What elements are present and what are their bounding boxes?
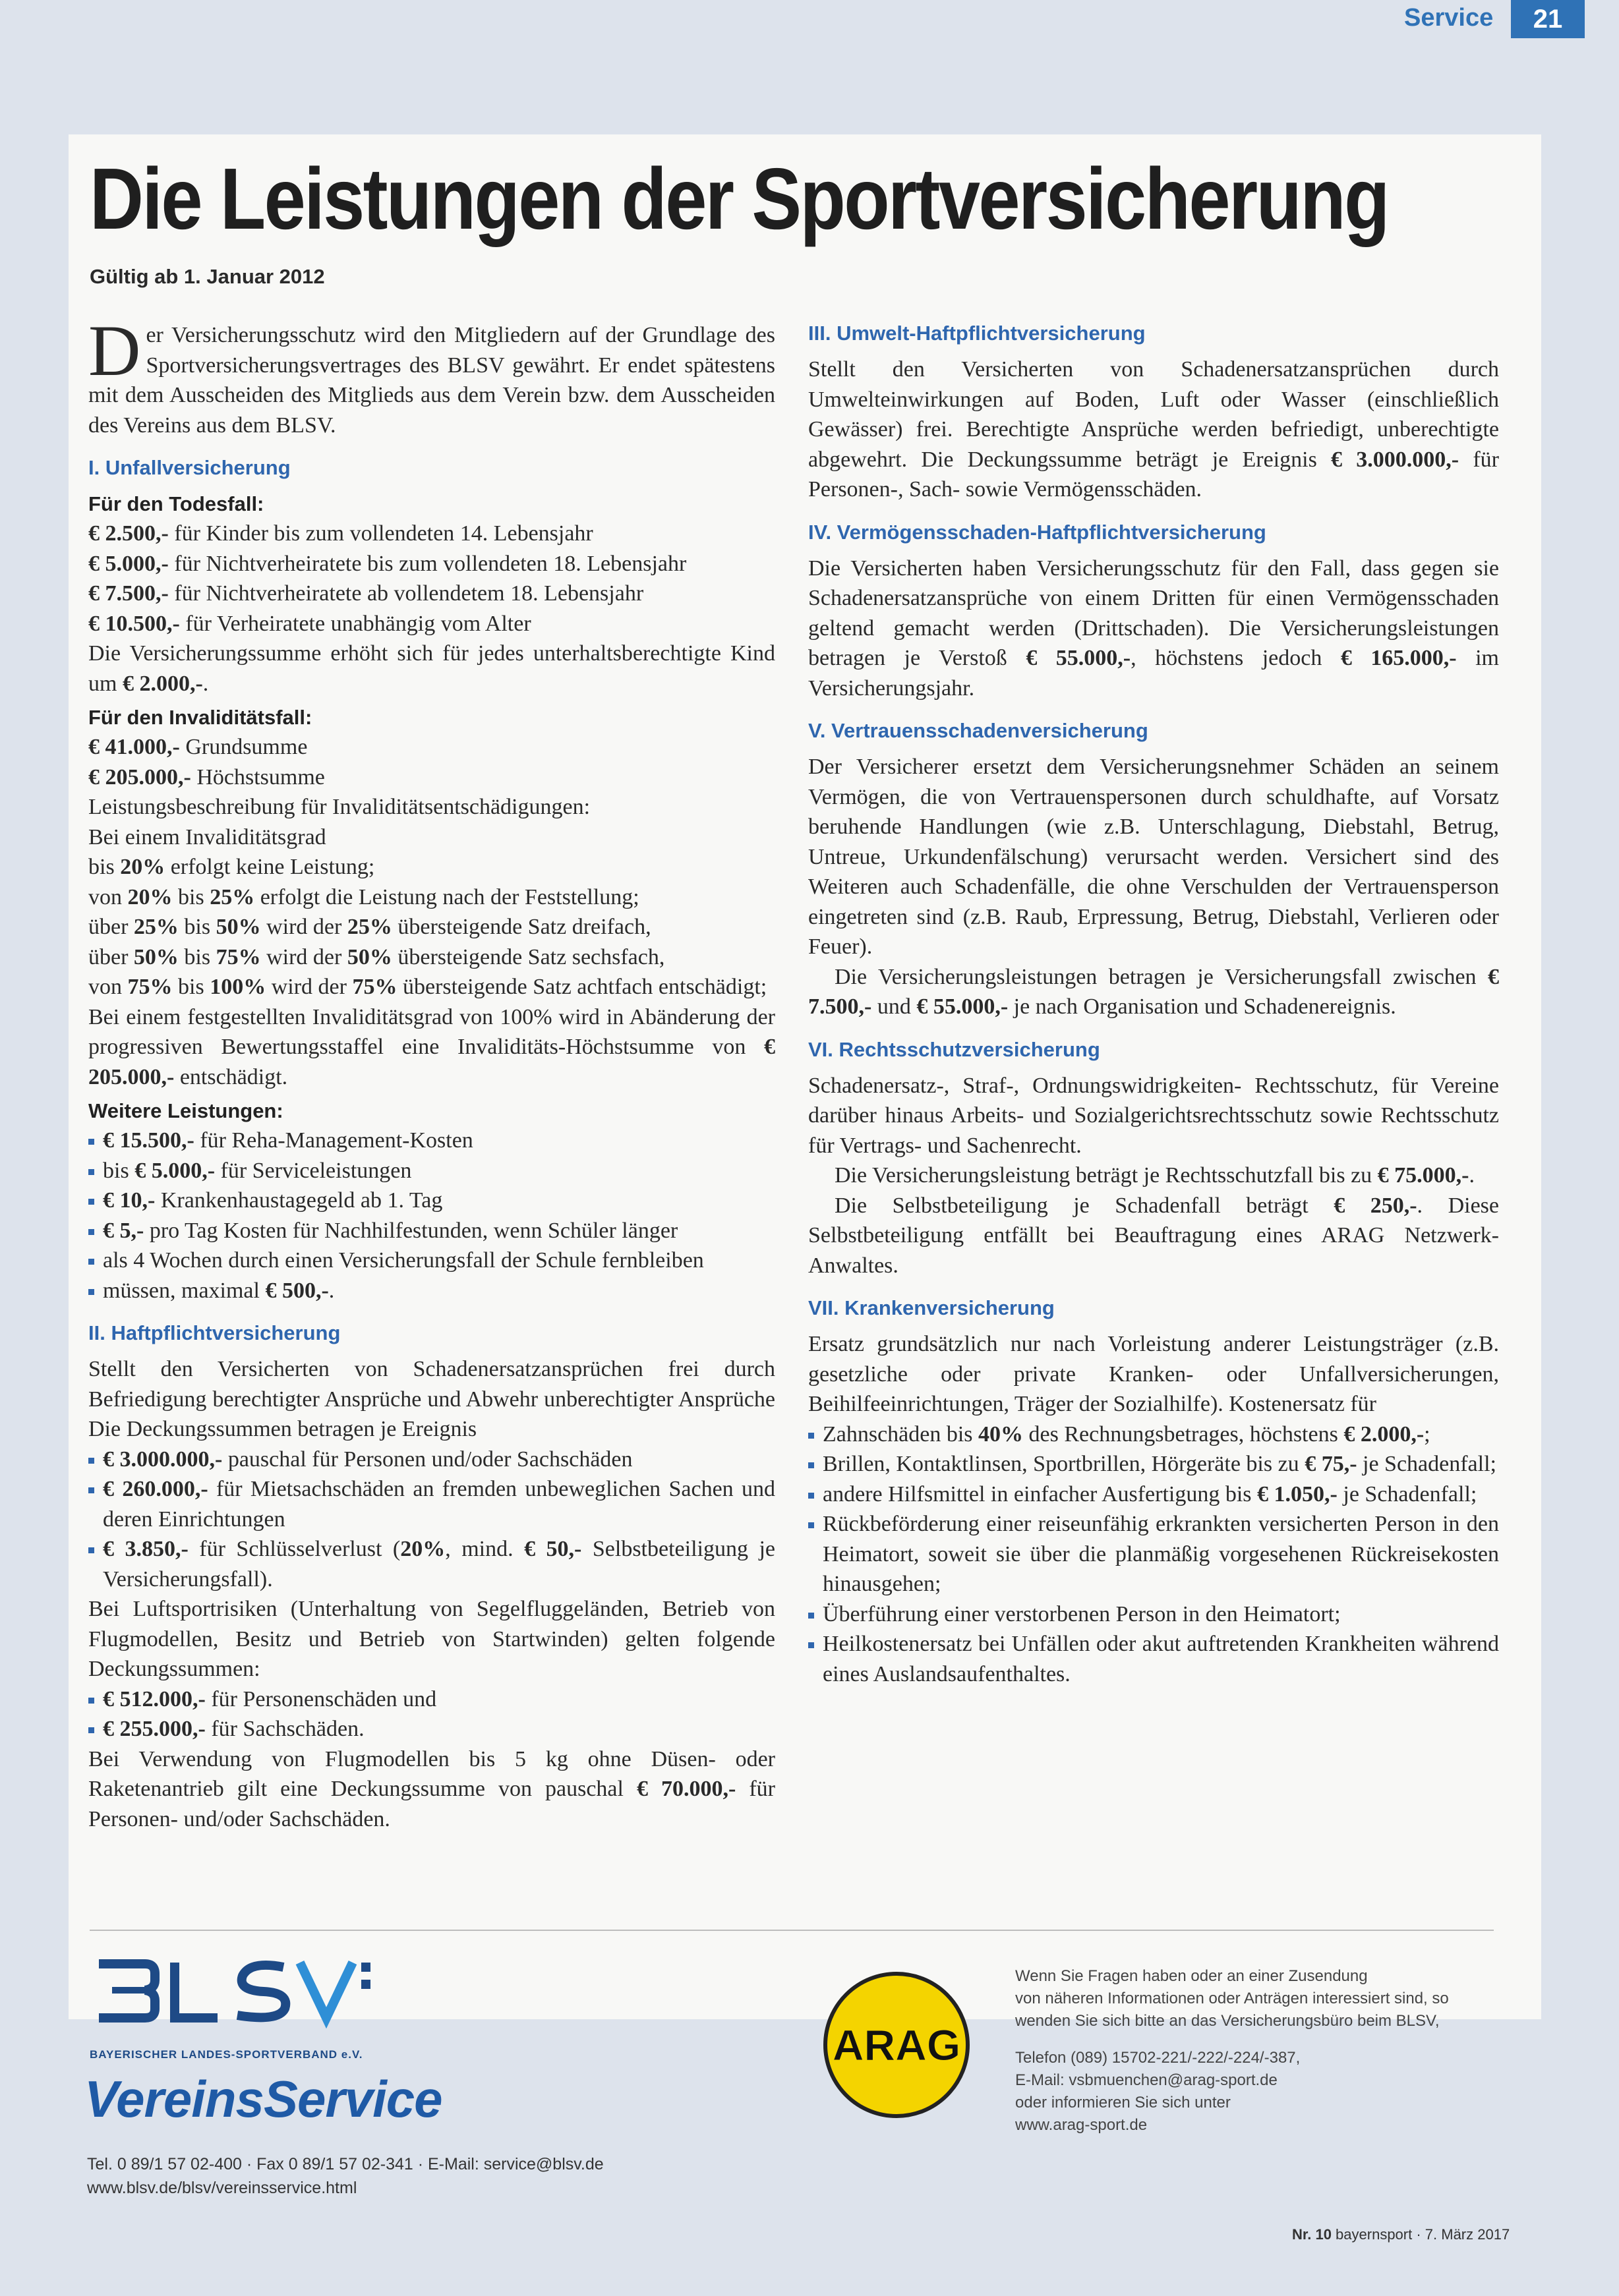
inv-final: Bei einem festgestellten Invaliditätsgrad von 100% wird in Abänderung der progressiven Bewertungsstaffel eine Invaliditäts-Höchstsumme von € 205.000,- entschädigt. <box>88 1004 775 1089</box>
blsv-contact <box>87 2152 604 2200</box>
arag-info-line: von näheren Informationen oder Anträgen interessiert sind, so <box>1015 1990 1449 2007</box>
rechtsschutz-selbstbeteiligung: Die Selbstbeteiligung je Schadenfall beträgt € 250,-. Diese Selbstbeteiligung entfällt bei Beauftragung eines ARAG Netzwerk-Anwaltes. <box>808 1193 1499 1278</box>
list-item: € 41.000,- Grundsumme <box>88 735 308 759</box>
arag-info <box>1015 1965 1449 2137</box>
issue-date: bayernsport · 7. März 2017 <box>1331 2226 1510 2243</box>
luftsport-text: Bei Luftsportrisiken (Unterhaltung von Segelfluggeländen, Betrieb von Flugmodellen, Besitz und Betrieb von Startwinden) gelten folgende Deckungssummen: <box>88 1597 775 1681</box>
flugmodell-text: Bei Verwendung von Flugmodellen bis 5 kg ohne Düsen- oder Raketenantrieb gilt eine Deckungssumme von pauschal € 70.000,- für Personen- und/oder Sachschäden. <box>88 1746 775 1831</box>
issue-number: Nr. 10 <box>1292 2226 1332 2243</box>
section-heading-rechtsschutz: VI. Rechtsschutzversicherung <box>808 1037 1100 1061</box>
list-item: € 2.500,- für Kinder bis zum vollendeten 14. Lebensjahr <box>88 521 593 546</box>
arag-phone: Telefon (089) 15702-221/-222/-224/-387, <box>1015 2049 1301 2067</box>
bullet-item: Brillen, Kontaktlinsen, Sportbrillen, Hörgeräte bis zu € 75,- je Schadenfall; <box>808 1449 1499 1479</box>
arag-info-line: oder informieren Sie sich unter <box>1015 2094 1231 2111</box>
bullet-item: als 4 Wochen durch einen Versicherungsfall der Schule fernbleiben <box>88 1246 775 1276</box>
rechtsschutz-text: Schadenersatz-, Straf-, Ordnungswidrigkeiten- Rechtsschutz, für Vereine darüber hinaus Arbeits- und Sozialgerichtsrechtsschutz sowie Rechtsschutz für Vertrags- und Sachenrecht. <box>808 1073 1499 1158</box>
arag-email[interactable]: E-Mail: vsbmuenchen@arag-sport.de <box>1015 2071 1278 2089</box>
bullet-item: € 255.000,- für Sachschäden. <box>88 1714 775 1744</box>
right-column <box>808 320 1499 1689</box>
tod-note: Die Versicherungssumme erhöht sich für jedes unterhaltsberechtigte Kind um € 2.000,-. <box>88 641 775 696</box>
haftpflicht-intro: Stellt den Versicherten von Schadenersatzansprüchen frei durch Befriedigung berechtigter Ansprüche und Abwehr unberechtigter Ansprüche Die Deckungssummen betragen je Ereignis <box>88 1357 775 1441</box>
footer-divider <box>90 1930 1494 1931</box>
bullet-item: € 512.000,- für Personenschäden und <box>88 1684 775 1715</box>
list-item: € 5.000,- für Nichtverheiratete bis zum vollendeten 18. Lebensjahr <box>88 551 687 576</box>
bullet-item: müssen, maximal € 500,-. <box>88 1276 775 1306</box>
section-heading-kranken: VII. Krankenversicherung <box>808 1296 1055 1319</box>
section-heading-unfall: I. Unfallversicherung <box>88 456 291 479</box>
blsv-web-link[interactable]: www.blsv.de/blsv/vereinsservice.html <box>87 2179 357 2197</box>
section-heading-vertrauen: V. Vertrauensschadenversicherung <box>808 719 1148 742</box>
kranken-text: Ersatz grundsätzlich nur nach Vorleistung anderer Leistungsträger (z.B. gesetzliche oder private Kranken- oder Unfallversicherungen, Beihilfeeinrichtungen, Träger der Sozialhilfe). Kostenersatz für <box>808 1332 1499 1416</box>
inv-line: bis 20% erfolgt keine Leistung; <box>88 855 375 879</box>
list-item: € 7.500,- für Nichtverheiratete ab vollendetem 18. Lebensjahr <box>88 581 644 606</box>
arag-info-line: Wenn Sie Fragen haben oder an einer Zusendung <box>1015 1967 1368 1985</box>
bullet-item: andere Hilfsmittel in einfacher Ausfertigung bis € 1.050,- je Schadenfall; <box>808 1479 1499 1510</box>
list-item: € 10.500,- für Verheiratete unabhängig vom Alter <box>88 611 531 636</box>
umwelt-text: Stellt den Versicherten von Schadenersatzansprüchen durch Umwelteinwirkungen auf Boden, Luft oder Wasser (einschließlich Gewässer) frei. Berechtigte Ansprüche werden befriedigt, unberechtigte abgewehrt. Die Deckungssumme beträgt je Ereignis € 3.000.000,- für Personen-, Sach- sowie Vermögensschäden. <box>808 357 1499 502</box>
blsv-logo <box>92 1951 382 2030</box>
inv-line: von 20% bis 25% erfolgt die Leistung nach der Feststellung; <box>88 884 639 909</box>
arag-info-spacer <box>1015 2032 1449 2047</box>
validity-date: Gültig ab 1. Januar 2012 <box>90 265 325 288</box>
intro-paragraph <box>88 310 775 440</box>
header-bar <box>0 0 1619 40</box>
vertrauen-leistung: Die Versicherungsleistungen betragen je Versicherungsfall zwischen € 7.500,- und € 55.000,- je nach Organisation und Schadenereignis. <box>808 964 1499 1019</box>
bullet-item: € 3.850,- für Schlüsselverlust (20%, mind. € 50,- Selbstbeteiligung je Versicherungsfall). <box>88 1534 775 1594</box>
blsv-subtitle: BAYERISCHER LANDES-SPORTVERBAND e.V. <box>90 2048 363 2061</box>
bullet-item: € 15.500,- für Reha-Management-Kosten <box>88 1126 775 1156</box>
vermoegen-text: Die Versicherten haben Versicherungsschutz für den Fall, dass gegen sie Schadenersatzansprüche von einem Dritten für einen Vermögensschaden geltend gemacht werden (Drittschaden). Die Versicherungsleistungen betragen je Verstoß € 55.000,-, höchstens jedoch € 165.000,- im Versicherungsjahr. <box>808 556 1500 701</box>
inv-line: Bei einem Invaliditätsgrad <box>88 824 326 849</box>
subheading-invaliditaet: Für den Invaliditätsfall: <box>88 706 312 729</box>
arag-logo <box>821 1969 972 2121</box>
subheading-todesfall: Für den Todesfall: <box>88 492 264 515</box>
bullet-item: Zahnschäden bis 40% des Rechnungsbetrages, höchstens € 2.000,-; <box>808 1420 1499 1450</box>
section-label: Service <box>1404 4 1494 32</box>
subheading-weitere: Weitere Leistungen: <box>88 1099 283 1122</box>
bullet-item: € 260.000,- für Mietsachschäden an fremden unbeweglichen Sachen und deren Einrichtungen <box>88 1474 775 1534</box>
blsv-contact-line: Tel. 0 89/1 57 02-400 · Fax 0 89/1 57 02-341 · E-Mail: service@blsv.de <box>87 2155 604 2173</box>
intro-text: er Versicherungsschutz wird den Mitgliedern auf der Grundlage des Sportversicherungsvertrages des BLSV gewährt. Er endet spätestens mit dem Ausscheiden des Mitglieds aus dem Verein bzw. dem Ausscheiden des Vereins aus dem BLSV. <box>88 323 775 438</box>
vereinsservice-logo: VereinsService <box>84 2070 442 2128</box>
section-heading-haftpflicht: II. Haftpflichtversicherung <box>88 1321 341 1344</box>
list-item: € 205.000,- Höchstsumme <box>88 764 325 789</box>
inv-line: über 50% bis 75% wird der 50% übersteigende Satz sechsfach, <box>88 944 665 969</box>
bullet-item: Heilkostenersatz bei Unfällen oder akut auftretenden Krankheiten während eines Auslandsaufenthaltes. <box>808 1629 1499 1689</box>
article-title: Die Leistungen der Sportversicherung <box>90 150 1388 247</box>
bullet-item: Überführung einer verstorbenen Person in den Heimatort; <box>808 1599 1499 1630</box>
issue-info <box>1292 2226 1510 2243</box>
bullet-item: € 3.000.000,- pauschal für Personen und/oder Sachschäden <box>88 1445 775 1475</box>
bullet-item: bis € 5.000,- für Serviceleistungen <box>88 1156 775 1186</box>
inv-line: über 25% bis 50% wird der 25% übersteigende Satz dreifach, <box>88 915 651 939</box>
svg-text:ARAG: ARAG <box>832 2021 961 2069</box>
vertrauen-text: Der Versicherer ersetzt dem Versicherungsnehmer Schäden an seinem Vermögen, die von Vertrauenspersonen durch schuldhafte, auf Vorsatz beruhende Handlungen (wie z.B. Unterschlagung, Diebstahl, Betrug, Untreue, Urkundenfälschung) verursacht werden. Versichert sind des Weiteren auch Schadenfälle, die ohne Verschulden der Vertrauensperson eingetreten sind (z.B. Raub, Erpressung, Betrug, Diebstahl, Verlieren oder Feuer). <box>808 755 1499 959</box>
page-number: 21 <box>1511 0 1585 38</box>
inv-line: von 75% bis 100% wird der 75% übersteigende Satz achtfach entschädigt; <box>88 975 767 999</box>
bullet-item: € 10,- Krankenhaustagegeld ab 1. Tag <box>88 1186 775 1216</box>
drop-cap: D <box>88 310 141 391</box>
bullet-item: Rückbeförderung einer reiseunfähig erkrankten versicherten Person in den Heimatort, soweit sie über die planmäßig vorgesehenen Rückreisekosten hinausgehen; <box>808 1509 1499 1599</box>
section-heading-umwelt: III. Umwelt-Haftpflichtversicherung <box>808 322 1146 345</box>
left-column <box>88 310 775 1834</box>
inv-line: Leistungsbeschreibung für Invaliditätsentschädigungen: <box>88 795 591 819</box>
bullet-item: € 5,- pro Tag Kosten für Nachhilfestunden, wenn Schüler länger <box>88 1216 775 1246</box>
arag-info-line: wenden Sie sich bitte an das Versicherungsbüro beim BLSV, <box>1015 2012 1440 2030</box>
rechtsschutz-leistung: Die Versicherungsleistung beträgt je Rechtsschutzfall bis zu € 75.000,-. <box>835 1163 1475 1188</box>
arag-web-link[interactable]: www.arag-sport.de <box>1015 2116 1148 2134</box>
section-heading-vermoegen: IV. Vermögensschaden-Haftpflichtversicherung <box>808 520 1266 544</box>
